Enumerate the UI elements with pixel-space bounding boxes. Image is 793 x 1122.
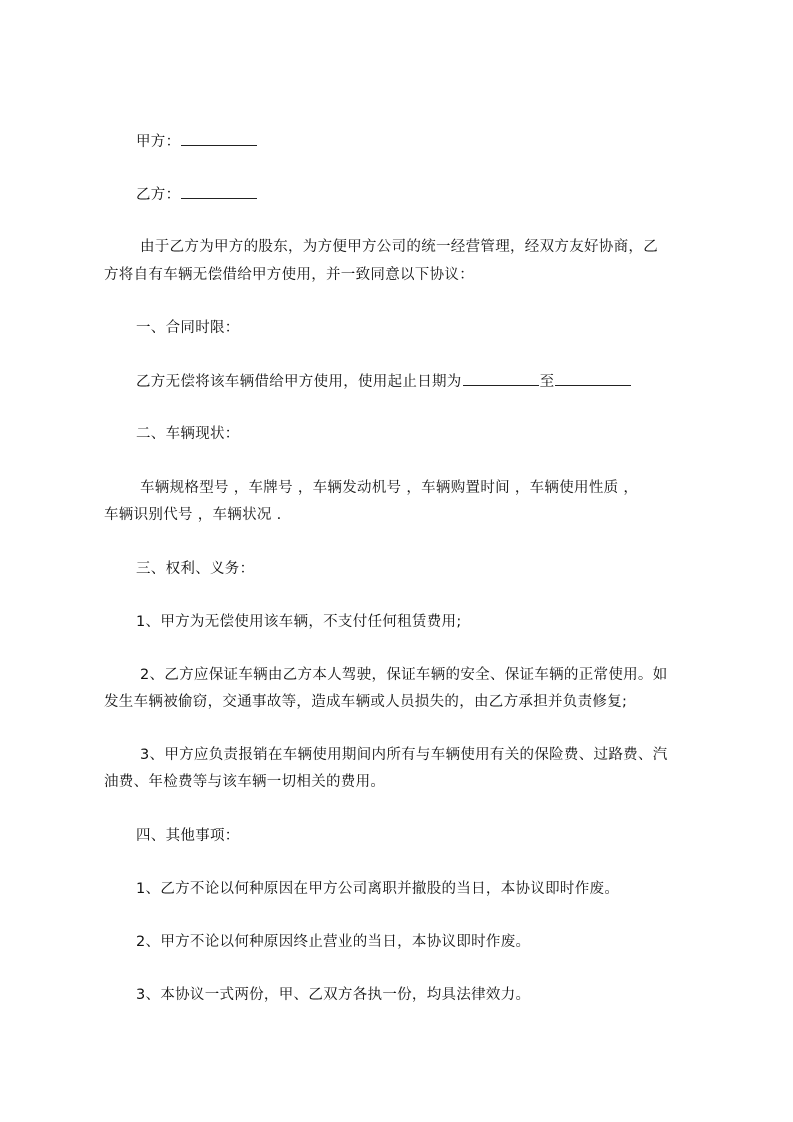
obligation-item-3-line-1: 3、甲方应负责报销在车辆使用期间内所有与车辆使用有关的保险费、过路费、汽 xyxy=(140,747,668,763)
section-2-heading: 二、车辆现状： xyxy=(136,426,240,442)
section-1-heading: 一、合同时限： xyxy=(136,320,240,336)
obligation-item-1: 1、甲方为无偿使用该车辆，不支付任何租赁费用; xyxy=(136,614,462,630)
section-1-text xyxy=(136,371,632,392)
other-item-3: 3、本协议一式两份，甲、乙双方各执一份，均具法律效力。 xyxy=(136,987,531,1003)
end-date-blank xyxy=(555,371,631,386)
party-a-line xyxy=(136,131,258,152)
intro-line-2: 方将自有车辆无偿借给甲方使用，并一致同意以下协议： xyxy=(104,267,474,283)
date-range-prefix: 乙方无偿将该车辆借给甲方使用，使用起止日期为 xyxy=(136,374,462,390)
other-item-1: 1、乙方不论以何种原因在甲方公司离职并撤股的当日，本协议即时作废。 xyxy=(136,881,620,897)
other-item-2: 2、甲方不论以何种原因终止营业的当日，本协议即时作废。 xyxy=(136,934,531,950)
vehicle-status-line-1: 车辆规格型号 ，车牌号 ，车辆发动机号 ，车辆购置时间 ，车辆使用性质 ， xyxy=(140,480,639,496)
section-3-heading: 三、权利、义务： xyxy=(136,561,255,577)
intro-line-1: 由于乙方为甲方的股东，为方便甲方公司的统一经营管理，经双方友好协商，乙 xyxy=(140,239,658,255)
start-date-blank xyxy=(463,371,539,386)
obligation-item-2-line-2: 发生车辆被偷窃，交通事故等，造成车辆或人员损失的，由乙方承担并负责修复; xyxy=(104,694,628,710)
party-b-label: 乙方： xyxy=(136,187,181,203)
party-a-blank xyxy=(181,131,257,146)
vehicle-status-line-2: 车辆识别代号 ，车辆状况 . xyxy=(104,507,282,523)
obligation-item-2-line-1: 2、乙方应保证车辆由乙方本人驾驶，保证车辆的安全、保证车辆的正常使用。如 xyxy=(140,667,668,683)
party-b-line xyxy=(136,184,258,205)
party-b-blank xyxy=(181,184,257,199)
section-4-heading: 四、其他事项： xyxy=(136,828,240,844)
obligation-item-3-line-2: 油费、年检费等与该车辆一切相关的费用。 xyxy=(104,774,386,790)
party-a-label: 甲方： xyxy=(136,134,181,150)
date-range-to: 至 xyxy=(539,374,555,390)
